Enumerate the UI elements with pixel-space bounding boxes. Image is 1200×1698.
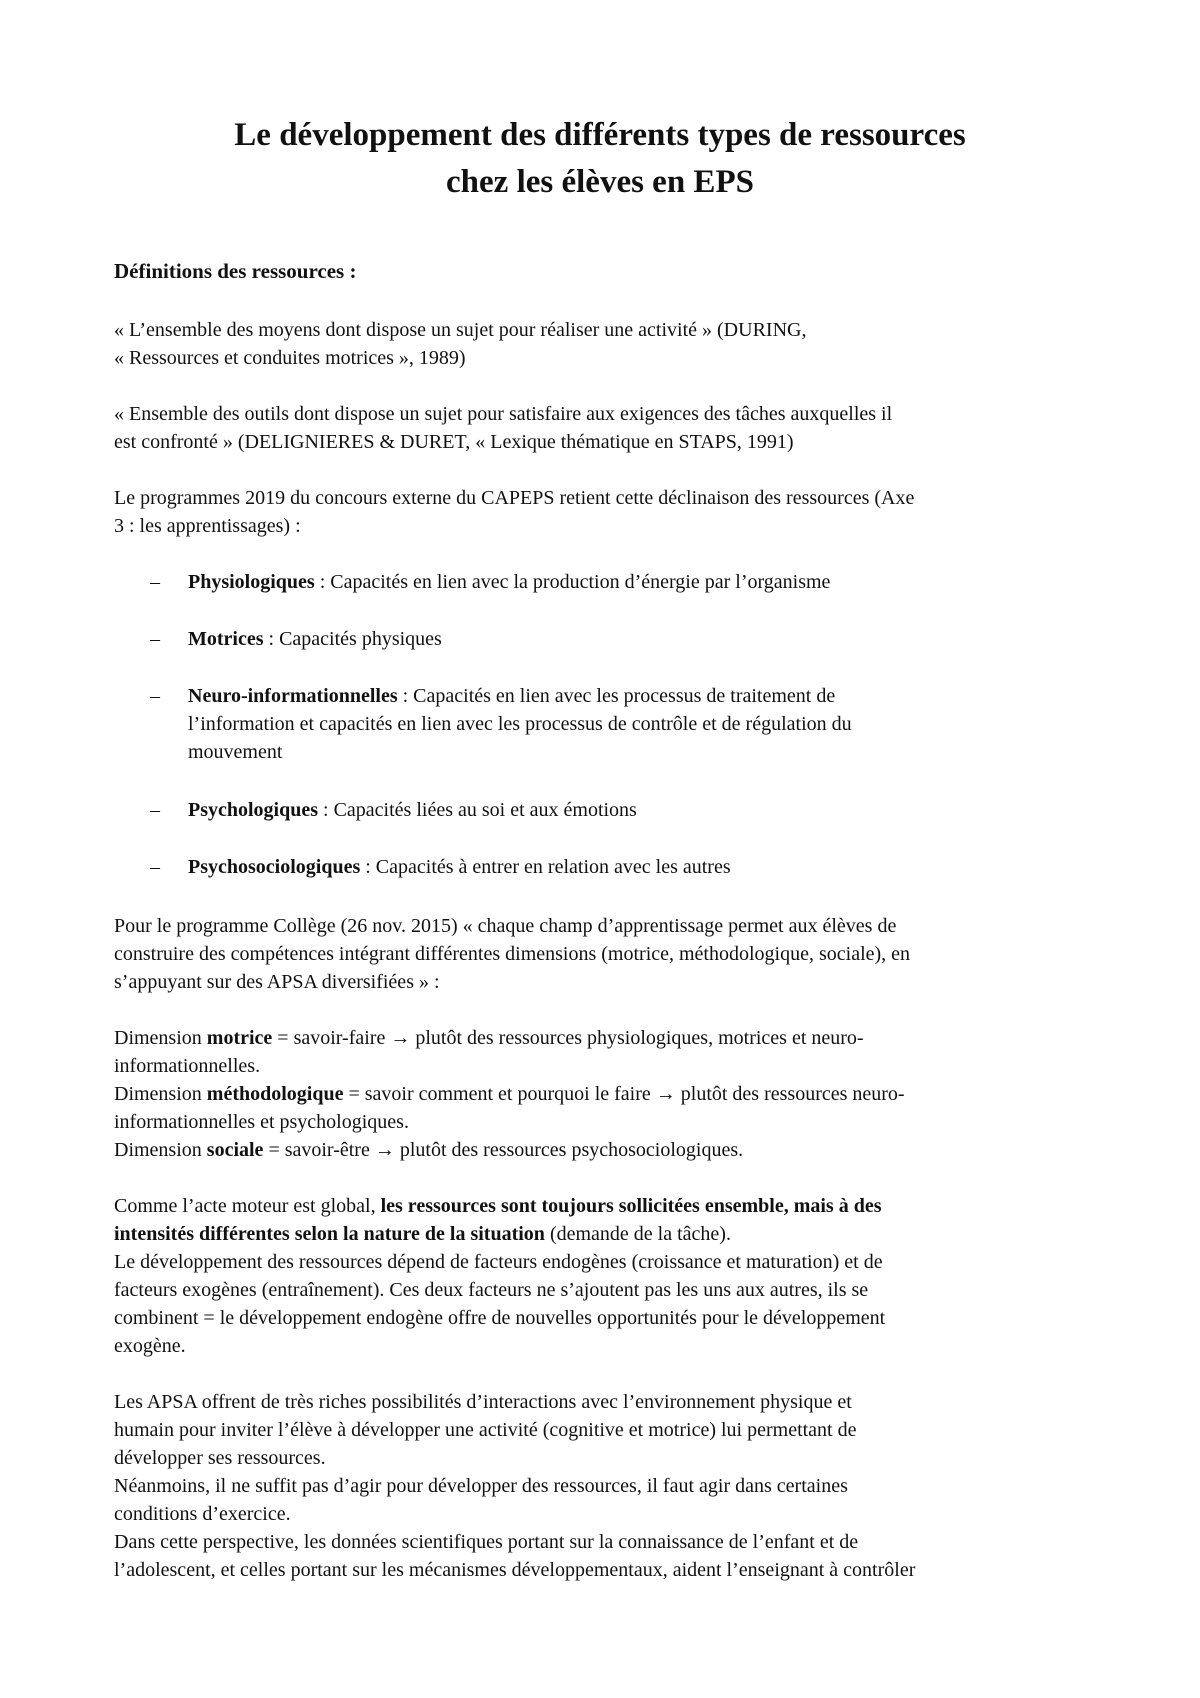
definitions-heading: Définitions des ressources : [114,259,357,283]
dimension-term: méthodologique [206,1083,344,1105]
def1-line-2: « Ressources et conduites motrices », 1989) [114,347,466,369]
list-dash: – [150,571,160,593]
global-line-1 [114,1192,881,1220]
list-dash: – [150,685,160,707]
title-line-2: chez les élèves en EPS [446,164,754,200]
list-term: Neuro-informationnelles [188,685,398,707]
dimension-term: sociale [206,1139,264,1161]
global-post: (demande de la tâche). [544,1223,731,1245]
list-term: Psychosociologiques [188,856,361,878]
college-line-1: Pour le programme Collège (26 nov. 2015) « chaque champ d’apprentissage permet aux élèves de [114,915,897,937]
list-item-continuation: l’information et capacités en lien avec les processus de contrôle et de régulation du [188,713,852,735]
list-item-physiologiques [188,568,830,596]
college-line-2: construire des compétences intégrant différentes dimensions (motrice, méthodologique, sociale), en [114,943,911,965]
global-pre: Comme l’acte moteur est global, [114,1195,381,1217]
dimension-term: motrice [206,1027,273,1049]
list-dash: – [150,856,160,878]
programme-line-2: 3 : les apprentissages) : [114,515,301,537]
global-line-2 [114,1220,731,1248]
list-desc: : Capacités à entrer en relation avec les autres [360,856,731,878]
list-desc: : Capacités en lien avec la production d’énergie par l’organisme [314,571,831,593]
apsa-line-2: humain pour inviter l’élève à développer une activité (cognitive et motrice) lui permettant de [114,1419,857,1441]
list-term: Motrices [188,628,264,650]
list-dash: – [150,628,160,650]
dimension-motrice-line-2: informationnelles. [114,1055,261,1077]
global-line-6: exogène. [114,1335,186,1357]
dimension-sociale [114,1136,743,1164]
apsa-line-1: Les APSA offrent de très riches possibilités d’interactions avec l’environnement physique et [114,1391,852,1413]
list-desc: : Capacités liées au soi et aux émotions [318,799,637,821]
list-term: Psychologiques [188,799,319,821]
dimension-prefix: Dimension [114,1027,207,1049]
dimension-methodologique-line-2: informationnelles et psychologiques. [114,1111,409,1133]
apsa-line-5: conditions d’exercice. [114,1503,291,1525]
def2-line-2: est confronté » (DELIGNIERES & DURET, « Lexique thématique en STAPS, 1991) [114,431,794,453]
title-line-1: Le développement des différents types de ressources [234,117,966,153]
global-bold-1: les ressources sont toujours sollicitées ensemble, mais à des [380,1195,882,1217]
list-item-neuro-informationnelles [188,682,835,710]
global-bold-2: intensités différentes selon la nature de la situation [114,1223,545,1245]
dimension-motrice [114,1024,864,1052]
apsa-line-6: Dans cette perspective, les données scientifiques portant sur la connaissance de l’enfant et de [114,1531,859,1553]
list-item-motrices [188,625,442,653]
programme-line-1: Le programmes 2019 du concours externe du CAPEPS retient cette déclinaison des ressources (Axe [114,487,915,509]
def2-line-1: « Ensemble des outils dont dispose un sujet pour satisfaire aux exigences des tâches auxquelles il [114,403,893,425]
global-line-5: combinent = le développement endogène offre de nouvelles opportunités pour le développement [114,1307,886,1329]
dimension-methodologique [114,1080,905,1108]
global-line-3: Le développement des ressources dépend de facteurs endogènes (croissance et maturation) et de [114,1251,883,1273]
dimension-prefix: Dimension [114,1139,207,1161]
apsa-line-7: l’adolescent, et celles portant sur les mécanismes développementaux, aident l’enseignant à contrôler [114,1559,916,1581]
college-line-3: s’appuyant sur des APSA diversifiées » : [114,971,440,993]
list-desc: : Capacités physiques [263,628,442,650]
apsa-line-3: développer ses ressources. [114,1447,326,1469]
dimension-rest: = savoir-être → plutôt des ressources psychosociologiques. [263,1139,744,1161]
dimension-prefix: Dimension [114,1083,207,1105]
apsa-line-4: Néanmoins, il ne suffit pas d’agir pour développer des ressources, il faut agir dans certaines [114,1475,848,1497]
dimension-rest: = savoir-faire → plutôt des ressources physiologiques, motrices et neuro- [272,1027,864,1049]
list-desc: : Capacités en lien avec les processus de traitement de [397,685,836,707]
dimension-rest: = savoir comment et pourquoi le faire → plutôt des ressources neuro- [343,1083,905,1105]
list-dash: – [150,799,160,821]
global-line-4: facteurs exogènes (entraînement). Ces deux facteurs ne s’ajoutent pas les uns aux autres, ils se [114,1279,869,1301]
def1-line-1: « L’ensemble des moyens dont dispose un sujet pour réaliser une activité » (DURING, [114,319,807,341]
list-item-continuation: mouvement [188,741,283,763]
list-term: Physiologiques [188,571,315,593]
list-item-psychologiques [188,796,637,824]
list-item-psychosociologiques [188,853,731,881]
document-title [0,112,1200,206]
